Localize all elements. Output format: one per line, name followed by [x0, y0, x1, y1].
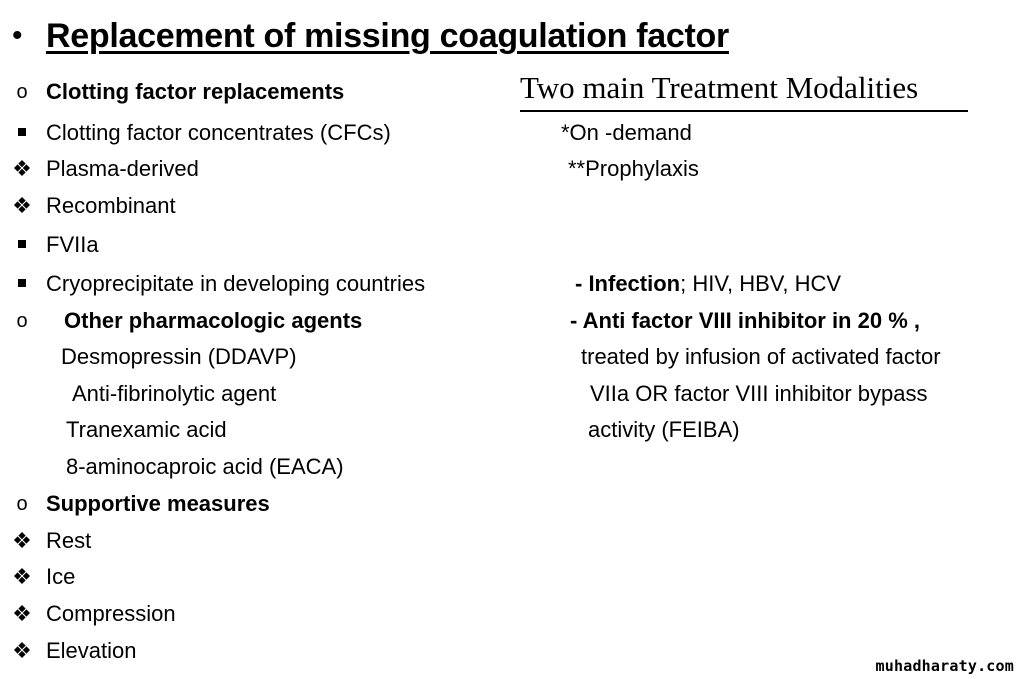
diamond-bullet-icon: ❖	[12, 156, 32, 181]
slide-title: Replacement of missing coagulation factor	[46, 17, 729, 55]
rest-text: Rest	[46, 528, 92, 553]
ice-text: Ice	[46, 564, 76, 589]
infection-label: - Infection	[575, 271, 681, 296]
square-bullet-icon	[10, 230, 34, 260]
tranexamic-text: Tranexamic acid	[66, 417, 227, 442]
treated-line-2: VIIa OR factor VIII inhibitor bypass	[590, 381, 928, 406]
eaca-text: 8-aminocaproic acid (EACA)	[66, 454, 344, 479]
on-demand-text: *On -demand	[561, 120, 692, 145]
diamond-bullet-icon: ❖	[12, 528, 32, 553]
fviia-text: FVIIa	[46, 232, 99, 257]
title-bullet: •	[12, 19, 23, 52]
diamond-bullet-icon: ❖	[12, 564, 32, 589]
compression-text: Compression	[46, 601, 176, 626]
square-bullet-icon	[10, 118, 34, 148]
circle-bullet-icon: o	[16, 493, 28, 515]
site-watermark: muhadharaty.com	[875, 657, 1014, 675]
desmopressin-text: Desmopressin (DDAVP)	[61, 344, 297, 369]
antifibrinolytic-text: Anti-fibrinolytic agent	[72, 381, 277, 406]
treated-line-1: treated by infusion of activated factor	[581, 344, 941, 369]
treated-line-3: activity (FEIBA)	[588, 417, 740, 442]
elevation-text: Elevation	[46, 638, 137, 663]
cryo-text: Cryoprecipitate in developing countries	[46, 271, 426, 296]
recombinant-text: Recombinant	[46, 193, 176, 218]
infection-line	[575, 269, 841, 299]
circle-bullet-icon: o	[16, 310, 28, 332]
prophylaxis-text: **Prophylaxis	[568, 156, 699, 181]
diamond-bullet-icon: ❖	[12, 601, 32, 626]
supportive-heading: Supportive measures	[46, 491, 270, 516]
clotting-heading: Clotting factor replacements	[46, 79, 345, 104]
diamond-bullet-icon: ❖	[12, 193, 32, 218]
plasma-text: Plasma-derived	[46, 156, 199, 181]
diamond-bullet-icon: ❖	[12, 638, 32, 663]
circle-bullet-icon: o	[16, 81, 28, 103]
inhibitor-label: - Anti factor VIII inhibitor in 20 % ,	[570, 308, 920, 333]
modalities-heading: Two main Treatment Modalities	[520, 68, 968, 112]
cfcs-text: Clotting factor concentrates (CFCs)	[46, 120, 391, 145]
other-heading: Other pharmacologic agents	[64, 308, 363, 333]
infection-viruses: ; HIV, HBV, HCV	[680, 271, 842, 296]
square-bullet-icon	[10, 269, 34, 299]
